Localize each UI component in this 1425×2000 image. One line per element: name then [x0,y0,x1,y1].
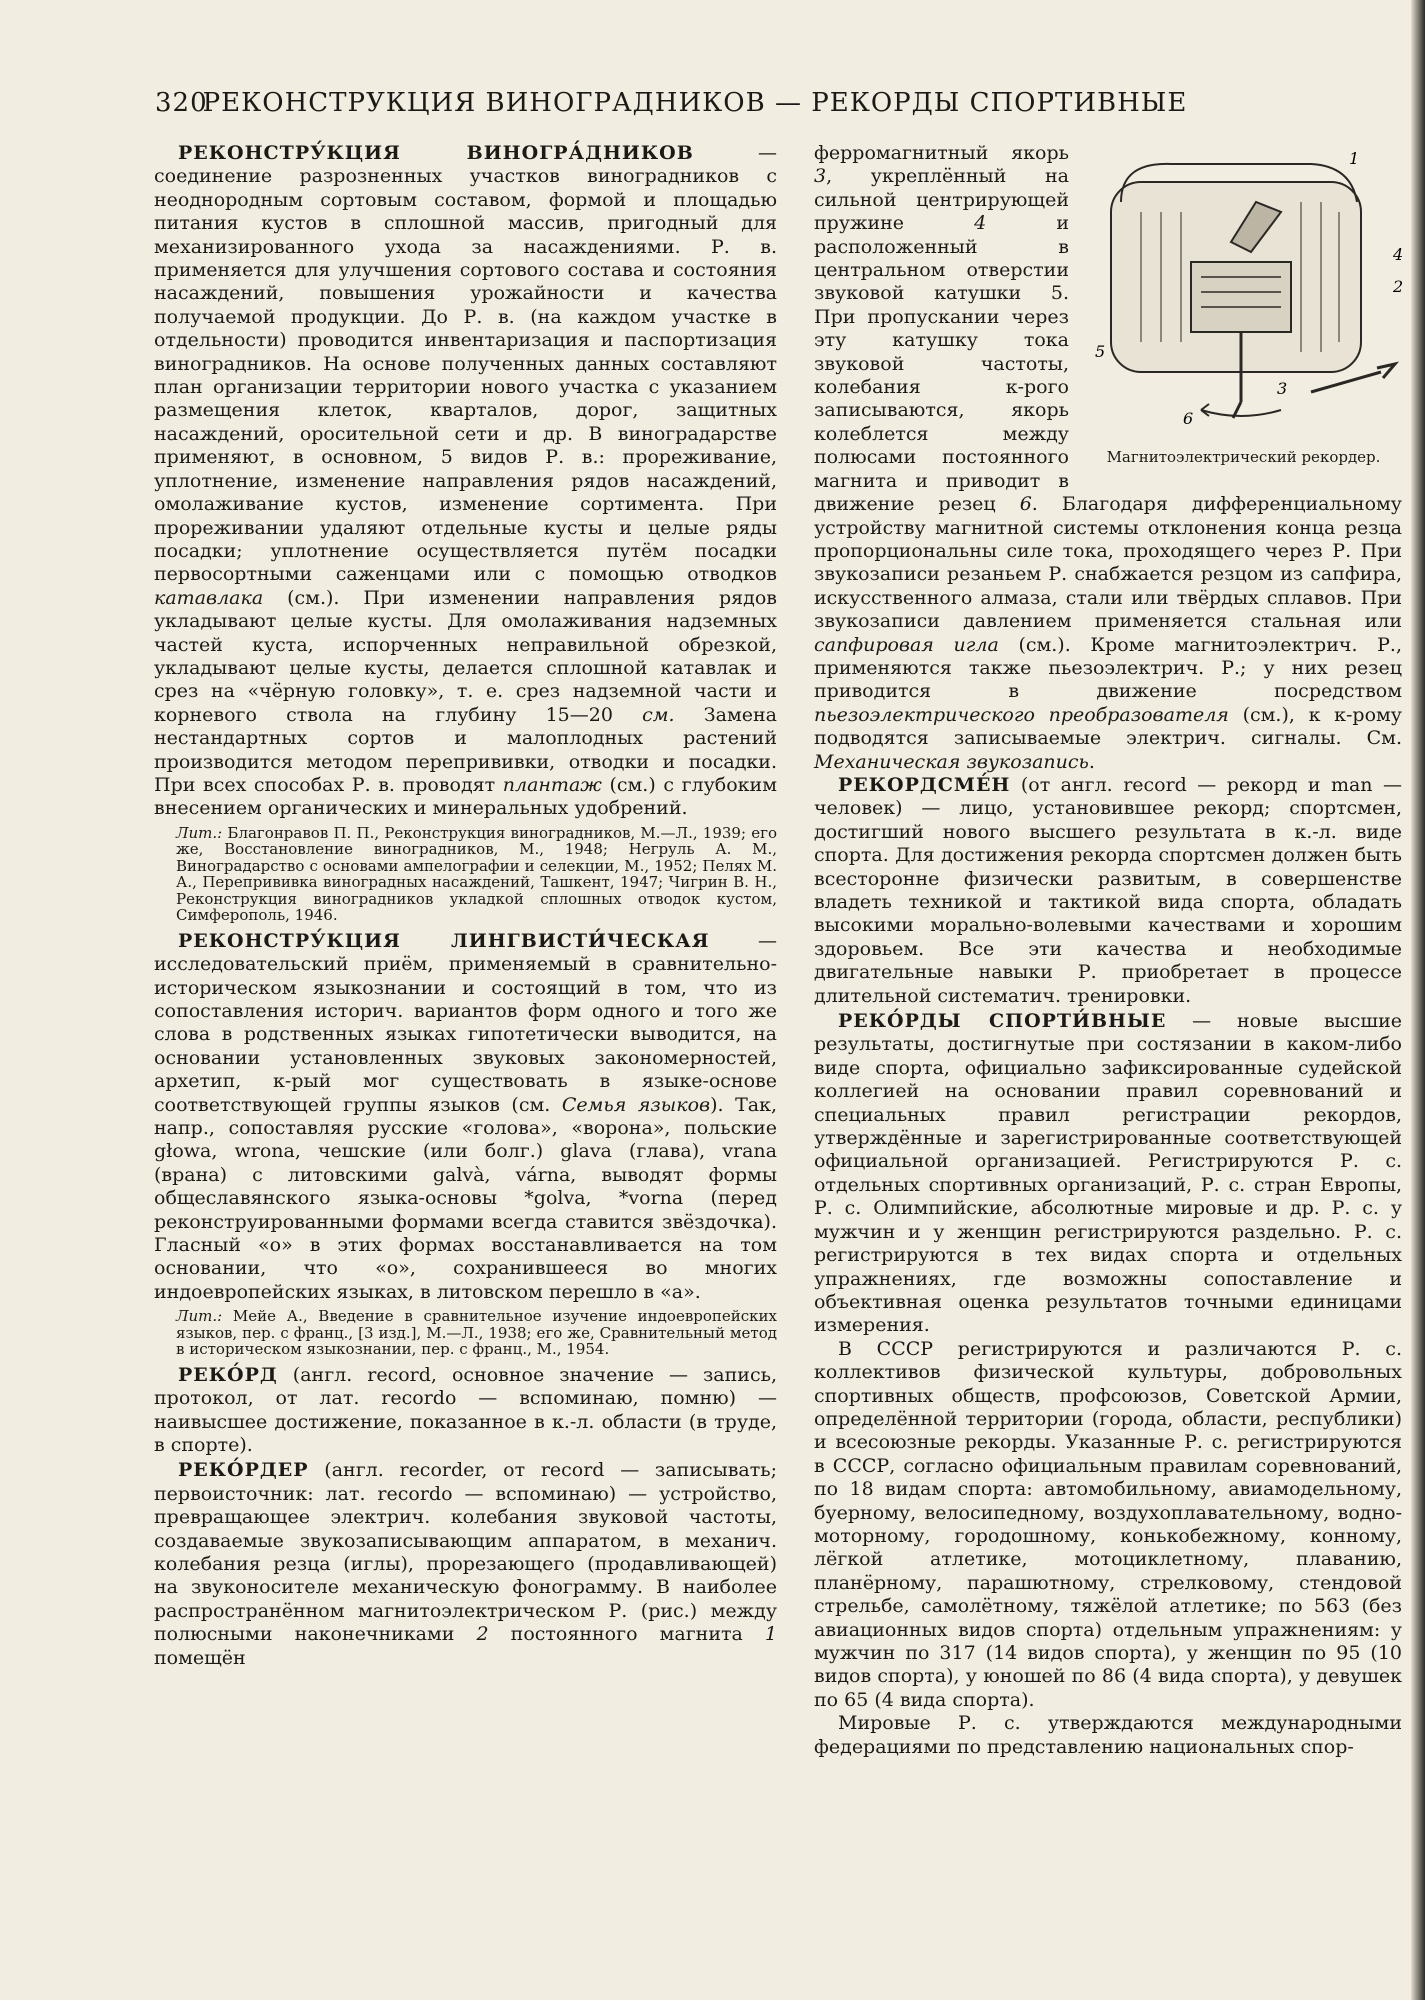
figure-label-6: 6 [1183,409,1194,428]
rekorder-continued [814,142,1402,774]
entry-rekordsmen [814,774,1402,1008]
entry-text: — соединение разрозненных участков виноградников с неоднородным сортовым составом, формой и площадью питания кустов в сплошной массив, пригодный для механизированного ухода за насаждениями. Р. в. применяется для улучшения сортового состава и состояния насаждений, повышения урожайности и качества получаемой продукции. До Р. в. (на каждом участке в отдельности) проводится инвентаризация и паспортизация виноградников. На основе полученных данных составляют план организации территории нового участка с указанием размещения клеток, кварталов, дорог, защитных насаждений, оросительной сети и др. В виноградарстве применяют, в основном, 5 видов Р. в.: прореживание, уплотнение, изменение направления рядов насаждений, омолаживание кустов, изменение сортимента. При прореживании удаляют отдельные кусты и целые ряды посадки; уплотнение осуществляется путём посадки первосортными саженцами или с помощью отводков [154,142,777,586]
entry-text: и расположенный в центральном отверстии звуковой катушки 5. При пропускании через эту катушку тока звуковой частоты, колебания к-рого записываются, якорь колеблется между полюсами постоянного магнита и приводит в движение резец [814,212,1069,516]
running-title: РЕКОНСТРУКЦИЯ ВИНОГРАДНИКОВ — РЕКОРДЫ СПОРТИВНЫЕ [202,88,1188,118]
cross-reference: пьезоэлектрического преобразователя [814,703,1229,726]
figure-ref-number: 6 [1019,493,1032,516]
cross-reference: Семья языков [561,1093,711,1116]
literature [154,825,777,924]
headword: РЕКО́РД [178,1363,278,1386]
entry-rekonstrukciya-lingvisticheskaya [154,930,777,1358]
entry-text: (англ. record, основное значение — запись, протокол, от лат. recordo — вспоминаю, помню) — наивысшее достижение, показанное в к.-л. области (в труде, в спорте). [154,1363,777,1456]
cross-reference: сапфировая игла [814,633,999,656]
figure-ref-number: 2 [476,1623,489,1646]
entry-text: ). Так, напр., сопоставляя русские «голова», «ворона», польские głowa, wrona, чешские (или болг.) glava (глава), vrana (врана) с литовскими galvà, várna, выводят формы общеславянского языка-основы *golva, *vorna (перед реконструированными формами всегда ставится звёздочка). Гласный «о» в этих формах восстанавливается на том основании, что «о», сохранившееся во многих индоевропейских языках, в литовском перешло в «а». [154,1093,777,1303]
entry-text: постоянного магнита [488,1623,765,1646]
cross-reference: плантаж [502,773,602,796]
page-number: 320 [155,88,208,118]
figure-label-5: 5 [1095,342,1106,361]
entry-text: (см.) с глубоким внесением органических и минеральных удобрений. [154,773,777,820]
paragraph: Мировые Р. с. утверждаются международными федерациями по представлению национальных спор- [814,1712,1402,1758]
entry-rekordy-sportivnye [814,1010,1402,1759]
figure-label-2: 2 [1393,277,1404,296]
entry-text: , укреплённый на сильной центрирующей пружине [814,165,1069,235]
figure-label-1: 1 [1349,149,1360,168]
figure-ref-number: 4 [974,212,987,235]
lit-label: Лит.: [176,823,223,842]
right-column [814,142,1402,1761]
figure-label-4: 4 [1393,245,1404,264]
motion-arrow [1201,410,1281,416]
page-gutter [1411,0,1425,2000]
entry-text: . [1088,750,1095,773]
lit-label: Лит.: [176,1307,223,1326]
unit: см. [642,703,675,726]
figure-ref-number: 1 [764,1623,777,1646]
figure-caption: Магнитоэлектрический рекордер. [1106,448,1381,466]
entry-text: — исследовательский приём, применяемый в сравнительно-историческом языкознании и состоящий в том, что из сопоставления историч. вариантов форм одного и того же слова в родственных языках гипотетически выводится, на основании установленных звуковых закономерностей, архетип, к-рый мог существовать в языке-основе соответствующей группы языков (см. [154,929,778,1116]
headword: РЕКОНСТРУ́КЦИЯ ЛИНГВИСТИ́ЧЕСКАЯ [178,929,710,952]
entry-text: (англ. recorder, от record — записывать; первоисточник: лат. recordo — вспоминаю) — устройство, превращающее электрич. колебания звуковой частоты, создаваемые звукозаписывающим аппаратом, в механич. колебания резца (иглы), прорезающего (продавливающей) на звуконосителе механическую фонограмму. В наиболее распространённом магнитоэлектрическом Р. (рис.) между полюсными наконечниками [154,1459,777,1646]
figure-ref-number: 3 [814,165,827,188]
lit-text: Мейе А., Введение в сравнительное изучение индоевропейских языков, пер. с франц., [3 изд.], М.—Л., 1938; его же, Сравнительный метод в историческом языкознании, пер. с франц., М., 1954. [176,1307,777,1359]
headword: РЕКОНСТРУ́КЦИЯ ВИНОГРА́ДНИКОВ [178,142,694,164]
entry-rekonstrukciya-vinogradnikov [154,142,777,924]
entry-text: (см.). Кроме магнитоэлектрич. Р., применяются также пьезоэлектрич. Р.; у них резец приводится в движение посредством [814,633,1402,703]
entry-text: (см.), к к-рому подводятся записываемые электрич. сигналы. См. [814,703,1402,750]
entry-text: помещён [154,1646,246,1669]
recorder-figure [1081,142,1406,472]
headword: РЕКО́РДЫ СПОРТИ́ВНЫЕ [838,1010,1167,1033]
literature [154,1308,777,1358]
entry-text: (от англ. record — рекорд и man — человек) — лицо, установившее рекорд; спортсмен, достигший нового высшего результата в к.-л. виде спорта. Для достижения рекорда спортсмен должен быть всесторонне физически развитым, в совершенстве владеть техникой и тактикой вида спорта, обладать высокими морально-волевыми качествами и хорошим здоровьем. Все эти качества и необходимые двигательные навыки Р. приобретает в процессе длительной систематич. тренировки. [814,773,1402,1007]
cross-reference: катавлака [154,586,264,609]
left-column [154,142,777,1672]
paragraph: В СССР регистрируются и различаются Р. с. коллективов физической культуры, добровольных спортивных обществ, профсоюзов, Советской Армии, определённой территории (города, области, республики) и всесоюзные рекорды. Указанные Р. с. регистрируются в СССР, согласно официальным правилам соревнований, по 18 видам спорта: автомобильному, авиамодельному, буерному, велосипедному, воздухоплавательному, водно-моторному, городошному, конькобежному, конному, лёгкой атлетике, мотоциклетному, плаванию, планёрному, парашютному, стрелковому, стендовой стрельбе, самолётному, тяжёлой атлетике; по 563 (без авиационных видов спорта) отдельным упражнениям: у мужчин по 317 (14 видов спорта), у женщин по 95 (10 видов спорта), у юношей по 86 (4 вида спорта), у девушек по 65 (4 вида спорта). [814,1337,1402,1711]
coil [1191,262,1291,332]
headword: РЕКО́РДЕР [178,1459,309,1482]
entry-text: (см.). При изменении направления рядов укладывают целые кусты. Для омолаживания надземных частей куста, испорченных неправильной обрезкой, укладывают целые кусты, делается сплошной катавлак и срез на «чёрную головку», т. е. срез надземной части и корневого ствола на глубину 15—20 [154,586,777,726]
entry-text: ферромагнитный якорь [814,142,1069,164]
page-header [155,88,1235,128]
entry-text: . Благодаря дифференциальному устройству магнитной системы отклонения конца резца пропорциональны силе тока, проходящего через Р. При звукозаписи резаньем Р. снабжается резцом из сапфира, искусственного алмаза, стали или твёрдых сплавов. При звукозаписи давлением применяется стальная или [814,493,1402,633]
motion-arrow-head [1201,404,1209,416]
figure-label-3: 3 [1277,379,1288,398]
cross-reference: Механическая звукозапись [814,750,1089,773]
lit-text: Благонравов П. П., Реконструкция виноградников, М.—Л., 1939; его же, Восстановление виноградников, М., 1948; Негруль А. М., Виноградарство с основами ампелографии и селекции, М., 1952; Пелях М. А., Перепрививка виноградных насаждений, Ташкент, 1947; Чигрин В. Н., Реконструкция виноградников укладкой сплошных отводок кустом, Симферополь, 1946. [176,823,777,925]
entry-text: Замена нестандартных сортов и малоплодных растений производится методом перепрививки, отводки и посадки. При всех способах Р. в. проводят [154,703,777,796]
entry-rekorder [154,1459,777,1670]
entry-rekord [154,1364,777,1458]
entry-text: — новые высшие результаты, достигнутые при состязании в каком-либо виде спорта, официально зафиксированные судейской коллегией на основании правил соревнований и специальных правил регистрации рекордов, утверждённые и зарегистрированные соответствующей официальной организацией. Регистрируются Р. с. отдельных спортивных организаций, Р. с. стран Европы, Р. с. Олимпийские, абсолютные мировые и др. Р. с. у мужчин и у женщин регистрируются раздельно. Р. с. регистрируются в тех видах спорта и отдельных упражнениях, где возможны сопоставление и объективная оценка результатов точными единицами измерения. [814,1010,1402,1337]
headword: РЕКОРДСМЕ́Н [838,773,1011,796]
recorder-illustration [1081,142,1406,442]
